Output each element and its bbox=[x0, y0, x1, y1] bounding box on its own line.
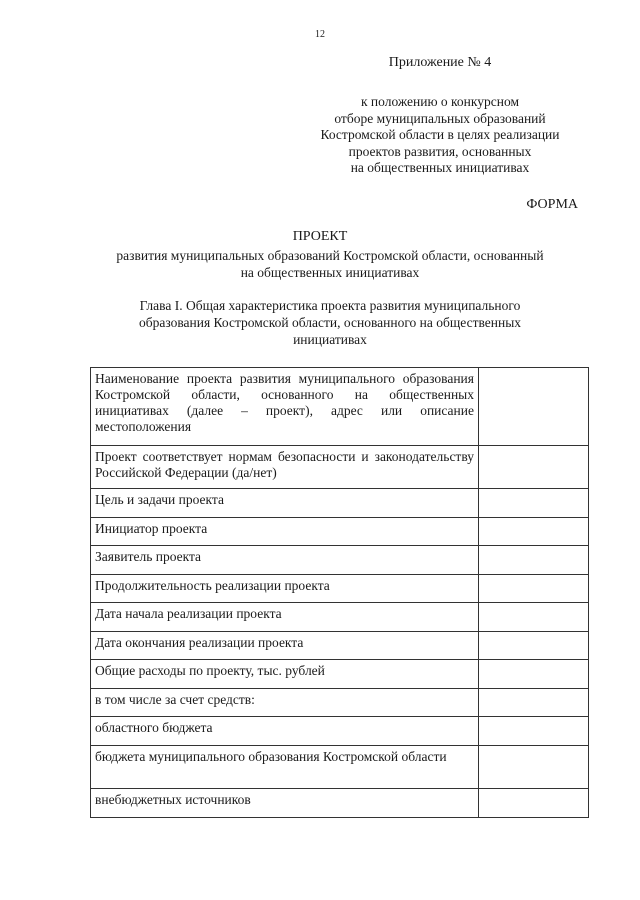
table-row bbox=[91, 746, 589, 789]
row-label: Дата окончания реализации проекта bbox=[91, 632, 479, 660]
table-row bbox=[91, 632, 589, 660]
table-row bbox=[91, 717, 589, 746]
row-label: Проект соответствует нормам безопасности и законодательству Российской Федерации (да/нет) bbox=[91, 446, 479, 489]
row-label: Общие расходы по проекту, тыс. рублей bbox=[91, 660, 479, 689]
table-row bbox=[91, 575, 589, 603]
row-label: Цель и задачи проекта bbox=[91, 489, 479, 518]
row-value-cell[interactable] bbox=[479, 632, 589, 660]
row-value-cell[interactable] bbox=[479, 603, 589, 632]
row-value-cell[interactable] bbox=[479, 660, 589, 689]
table-row bbox=[91, 660, 589, 689]
project-characteristics-table bbox=[90, 367, 589, 818]
row-label: внебюджетных источников bbox=[91, 789, 479, 818]
row-value-cell[interactable] bbox=[479, 717, 589, 746]
row-value-cell[interactable] bbox=[479, 789, 589, 818]
row-label: Инициатор проекта bbox=[91, 518, 479, 546]
row-label: бюджета муниципального образования Костромской области bbox=[91, 746, 479, 789]
table-row bbox=[91, 546, 589, 575]
row-value-cell[interactable] bbox=[479, 489, 589, 518]
row-label: Наименование проекта развития муниципального образования Костромской области, основанного на общественных инициативах (далее – проект), адрес или описание местоположения bbox=[91, 368, 479, 446]
row-value-cell[interactable] bbox=[479, 446, 589, 489]
appendix-reference: к положению о конкурсном отборе муниципальных образований Костромской области в целях реализации проектов развития, основанных на общественных инициативах bbox=[320, 94, 560, 175]
table-row bbox=[91, 368, 589, 446]
row-value-cell[interactable] bbox=[479, 689, 589, 717]
table-row bbox=[91, 603, 589, 632]
table-row bbox=[91, 489, 589, 518]
appendix-label: Приложение № 4 bbox=[388, 55, 492, 70]
row-value-cell[interactable] bbox=[479, 368, 589, 446]
row-label: Продолжительность реализации проекта bbox=[91, 575, 479, 603]
row-value-cell[interactable] bbox=[479, 575, 589, 603]
table-row bbox=[91, 689, 589, 717]
chapter-title: Глава I. Общая характеристика проекта развития муниципального образования Костромской области, основанного на общественных инициативах bbox=[138, 298, 522, 347]
row-value-cell[interactable] bbox=[479, 518, 589, 546]
row-label: в том числе за счет средств: bbox=[91, 689, 479, 717]
page-number: 12 bbox=[315, 29, 325, 40]
project-subtitle: развития муниципальных образований Костромской области, основанный на общественных инициативах bbox=[116, 248, 544, 280]
table-row bbox=[91, 446, 589, 489]
table-row bbox=[91, 789, 589, 818]
row-label: Дата начала реализации проекта bbox=[91, 603, 479, 632]
table-row bbox=[91, 518, 589, 546]
row-value-cell[interactable] bbox=[479, 746, 589, 789]
row-label: Заявитель проекта bbox=[91, 546, 479, 575]
row-value-cell[interactable] bbox=[479, 546, 589, 575]
row-label: областного бюджета bbox=[91, 717, 479, 746]
project-title: ПРОЕКТ bbox=[292, 229, 348, 244]
form-label: ФОРМА bbox=[526, 197, 578, 212]
